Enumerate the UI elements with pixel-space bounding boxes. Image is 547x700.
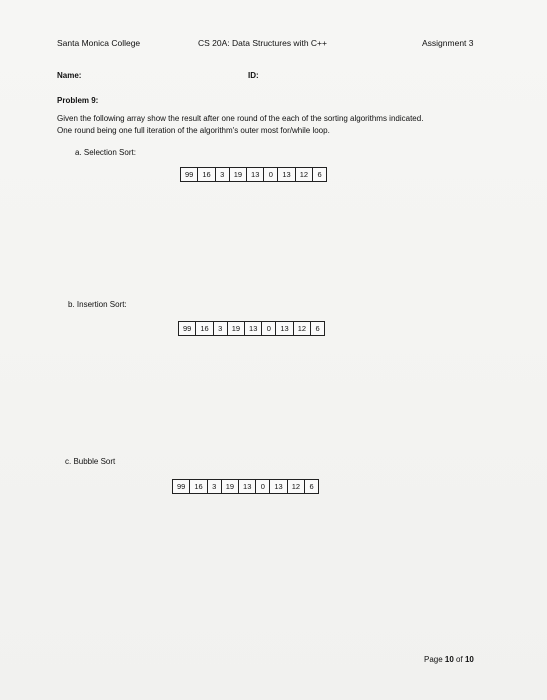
problem-title: Problem 9: (57, 96, 99, 105)
array-cell: 13 (247, 168, 264, 181)
array-cell: 13 (276, 322, 293, 335)
array-cell: 16 (198, 168, 215, 181)
part-a-label: a. Selection Sort: (75, 148, 136, 157)
array-cell: 0 (264, 168, 278, 181)
page-total: 10 (464, 655, 474, 664)
page-number (424, 655, 474, 664)
array-cell: 6 (315, 324, 320, 333)
array-cell: 0 (256, 480, 270, 493)
array-cell: 19 (222, 480, 239, 493)
school-name: Santa Monica College (57, 38, 141, 48)
array-cell: 6 (309, 482, 314, 491)
array-cell: 99 (181, 168, 198, 181)
array-cell: 12 (296, 168, 313, 181)
array-cell: 16 (196, 322, 213, 335)
part-b-label: b. Insertion Sort: (68, 300, 127, 309)
part-c-array (172, 479, 319, 494)
array-cell: 13 (270, 480, 287, 493)
name-label: Name: (57, 71, 82, 80)
part-c-label: c. Bubble Sort (65, 457, 116, 466)
array-cell: 0 (262, 322, 276, 335)
problem-statement-line-2: One round being one full iteration of the algorithm's outer most for/while loop. (57, 126, 330, 135)
assignment-title: Assignment 3 (422, 38, 474, 48)
page-current: 10 (444, 655, 454, 664)
array-cell: 6 (317, 170, 322, 179)
array-cell: 99 (179, 322, 196, 335)
problem-statement-line-1: Given the following array show the result after one round of the each of the sorting algorithms indicated. (57, 114, 424, 123)
array-cell: 13 (278, 168, 295, 181)
array-cell: 3 (208, 480, 222, 493)
part-a-array (180, 167, 327, 182)
array-cell: 19 (228, 322, 245, 335)
array-cell: 12 (288, 480, 305, 493)
array-cell: 3 (216, 168, 230, 181)
id-label: ID: (248, 71, 259, 80)
page-prefix: Page (424, 655, 445, 664)
array-cell: 13 (245, 322, 262, 335)
course-title: CS 20A: Data Structures with C++ (198, 38, 327, 48)
array-cell: 19 (230, 168, 247, 181)
array-cell: 99 (173, 480, 190, 493)
part-b-array (178, 321, 325, 336)
page-of: of (453, 655, 465, 664)
array-cell: 3 (214, 322, 228, 335)
array-cell: 16 (190, 480, 207, 493)
array-cell: 12 (294, 322, 311, 335)
array-cell: 13 (239, 480, 256, 493)
